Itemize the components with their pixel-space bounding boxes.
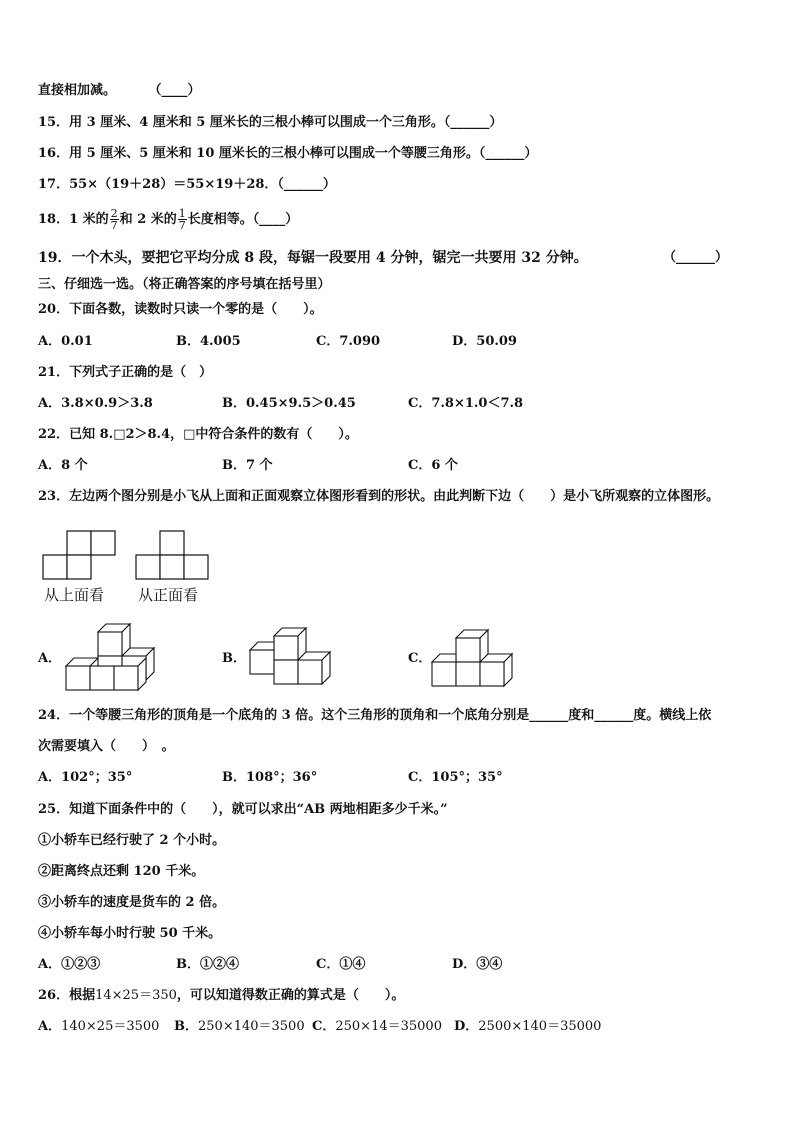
q23-option-b-label[interactable]: B． [222,651,246,666]
q18-post: 长度相等。（____） [187,212,299,227]
q21-option-c[interactable]: C．7.8×1.0＜7.8 [408,396,524,411]
fraction-2-7: $\frac{2}{7}$ [110,207,118,232]
question-16: 16．用 5 厘米、5 厘米和 10 厘米长的三根小棒可以围成一个等腰三角形。（______） [38,146,538,161]
q26-option-c[interactable]: C．250×14＝35000 [312,1019,442,1034]
front-view-figure [135,530,215,582]
q14-text: 直接相加减。 [38,83,117,98]
question-24-line2: 次需要填入（ ） 。 [38,739,175,754]
top-view-caption: 从上面看 [44,586,105,604]
q20-option-b[interactable]: B．4.005 [176,334,241,349]
q25-option-c[interactable]: C．①④ [316,957,366,972]
question-21: 21．下列式子正确的是（ ） [38,365,213,380]
q25-condition-3: ③小轿车的速度是货车的 2 倍。 [38,895,226,910]
q26-option-b[interactable]: B．250×140＝3500 [174,1019,305,1034]
q25-option-a[interactable]: A．①②③ [38,957,101,972]
q23-option-c-label[interactable]: C． [408,651,432,666]
q20-option-a[interactable]: A．0.01 [38,334,93,349]
question-19: 19．一个木头，要把它平均分成 8 段，每锯一段要用 4 分钟，锯完一共要用 32 分钟。 [38,250,588,266]
question-20: 20．下面各数，读数时只读一个零的是（ ）。 [38,302,323,317]
q19-answer-blank[interactable]: （______） [663,250,729,265]
q25-condition-1: ①小轿车已经行驶了 2 个小时。 [38,833,226,848]
q25-condition-2: ②距离终点还剩 120 千米。 [38,864,205,879]
question-25: 25．知道下面条件中的（ ），就可以求出“AB 两地相距多少千米。” [38,802,448,817]
q14-tail [38,82,201,100]
q24-option-b[interactable]: B．108°；36° [222,770,318,785]
question-18 [38,207,298,233]
q26-option-d[interactable]: D．2500×140＝35000 [454,1019,602,1034]
question-22: 22．已知 8.□2＞8.4，□中符合条件的数有（ ）。 [38,427,358,442]
question-26 [38,987,404,1005]
q26-option-a[interactable]: A．140×25＝3500 [38,1019,160,1034]
q25-condition-4: ④小轿车每小时行驶 50 千米。 [38,926,222,941]
question-24-line1: 24．一个等腰三角形的顶角是一个底角的 3 倍。这个三角形的顶角和一个底角分别是______度和______度。横线上依 [38,708,712,723]
q23-option-a-label[interactable]: A． [38,651,62,666]
section-3-heading: 三、仔细选一选。（将正确答案的序号填在括号里） [38,277,331,292]
q23-option-b-solid[interactable] [246,624,346,692]
q22-option-c[interactable]: C．6 个 [408,458,458,473]
q21-option-b[interactable]: B．0.45×9.5＞0.45 [222,396,356,411]
q20-option-d[interactable]: D．50.09 [452,334,517,349]
q26-given-expression: 14×25＝350 [95,988,177,1003]
front-view-caption: 从正面看 [138,586,199,604]
q26-option-d-expr: 2500×140＝35000 [478,1019,602,1034]
q24-option-a[interactable]: A．102°；35° [38,770,133,785]
question-15: 15．用 3 厘米、4 厘米和 5 厘米长的三根小棒可以围成一个三角形。（______） [38,115,503,130]
q25-option-d[interactable]: D．③④ [452,957,503,972]
question-17: 17．55×（19＋28）＝55×19＋28．（______） [38,177,336,192]
q22-option-a[interactable]: A．8 个 [38,458,88,473]
q22-option-b[interactable]: B．7 个 [222,458,273,473]
q26-post: ，可以知道得数正确的算式是（ ）。 [176,988,405,1003]
q14-answer-blank[interactable]: （____） [148,83,201,98]
question-23: 23．左边两个图分别是小飞从上面和正面观察立体图形看到的形状。由此判断下边（ ）是小飞所观察的立体图形。 [38,489,720,504]
q24-option-c[interactable]: C．105°；35° [408,770,503,785]
q25-option-b[interactable]: B．①②④ [176,957,239,972]
q23-option-c-solid[interactable] [430,628,520,692]
fraction-1-7: $\frac{1}{7}$ [178,207,186,232]
q18-mid: 和 2 米的 [119,212,177,227]
q18-pre: 18．1 米的 [38,212,109,227]
q26-option-a-expr: 140×25＝3500 [61,1019,160,1034]
q20-option-c[interactable]: C．7.090 [316,334,381,349]
q26-option-b-expr: 250×140＝3500 [198,1019,305,1034]
q26-pre: 26．根据 [38,988,96,1003]
q21-option-a[interactable]: A．3.8×0.9＞3.8 [38,396,153,411]
q23-option-a-solid[interactable] [62,622,162,694]
top-view-figure [42,530,122,582]
q26-option-c-expr: 250×14＝35000 [335,1019,442,1034]
